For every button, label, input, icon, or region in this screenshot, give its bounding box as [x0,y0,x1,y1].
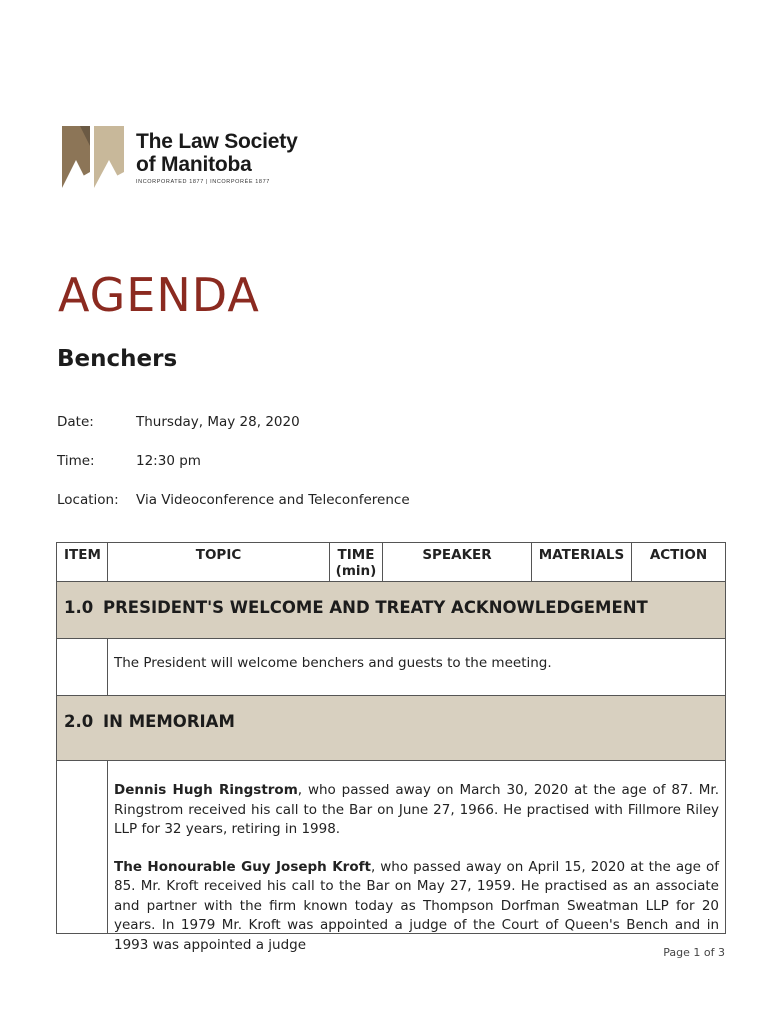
table-header-row [57,543,726,582]
section-number: 2.0 [64,712,94,731]
header-action: ACTION [632,543,726,582]
org-name-line2: of Manitoba [136,153,252,176]
memoriam-name: The Honourable Guy Joseph Kroft [114,858,371,875]
location-value: Via Videoconference and Teleconference [136,492,410,508]
page-number: Page 1 of 3 [663,946,725,959]
header-item: ITEM [57,543,108,582]
section-title-cell [57,696,726,761]
section-title: PRESIDENT'S WELCOME AND TREATY ACKNOWLEDGEMENT [103,598,648,617]
item-cell [57,761,108,934]
date-label: Date: [57,414,94,430]
document-heading: AGENDA [58,268,260,322]
header-speaker: SPEAKER [383,543,532,582]
location-label: Location: [57,492,119,508]
section-title: IN MEMORIAM [103,712,235,731]
org-name-line1: The Law Society [136,130,298,153]
topic-cell [108,639,726,696]
date-value: Thursday, May 28, 2020 [136,414,300,430]
org-tagline: INCORPORATED 1877 | INCORPORÉE 1877 [136,179,270,185]
section-body: The President will welcome benchers and guests to the meeting. [114,655,552,671]
section-title-cell [57,582,726,639]
section-row [57,696,726,761]
logo-mark-icon [60,126,126,190]
memoriam-text: , who passed away on April 15, 2020 at the age of 85. Mr. Kroft received his call to the Bar on May 27, 1959. He practised as an associate and partner with the firm known today as Thompson Dorfman Sweatman LLP for 20 years. In 1979 Mr. Kroft was appointed a judge of the Court of Queen's Bench and in 1993 was appointed a judge [114,858,719,953]
memoriam-entry [114,858,719,956]
time-value: 12:30 pm [136,453,201,469]
table-row [57,639,726,696]
document-subtitle: Benchers [57,346,178,372]
memoriam-text: , who passed away on March 30, 2020 at the age of 87. Mr. Ringstrom received his call to the Bar on June 27, 1966. He practised with Fillmore Riley LLP for 32 years, retiring in 1998. [114,782,719,837]
time-label: Time: [57,453,95,469]
org-name [136,130,298,176]
header-topic: TOPIC [108,543,330,582]
section-number: 1.0 [64,598,94,617]
law-society-logo [60,126,320,190]
header-time: TIME (min) [330,543,383,582]
table-row [57,761,726,934]
section-row [57,582,726,639]
memoriam-name: Dennis Hugh Ringstrom [114,782,298,798]
item-cell [57,639,108,696]
header-materials: MATERIALS [532,543,632,582]
memoriam-entry [114,781,719,840]
